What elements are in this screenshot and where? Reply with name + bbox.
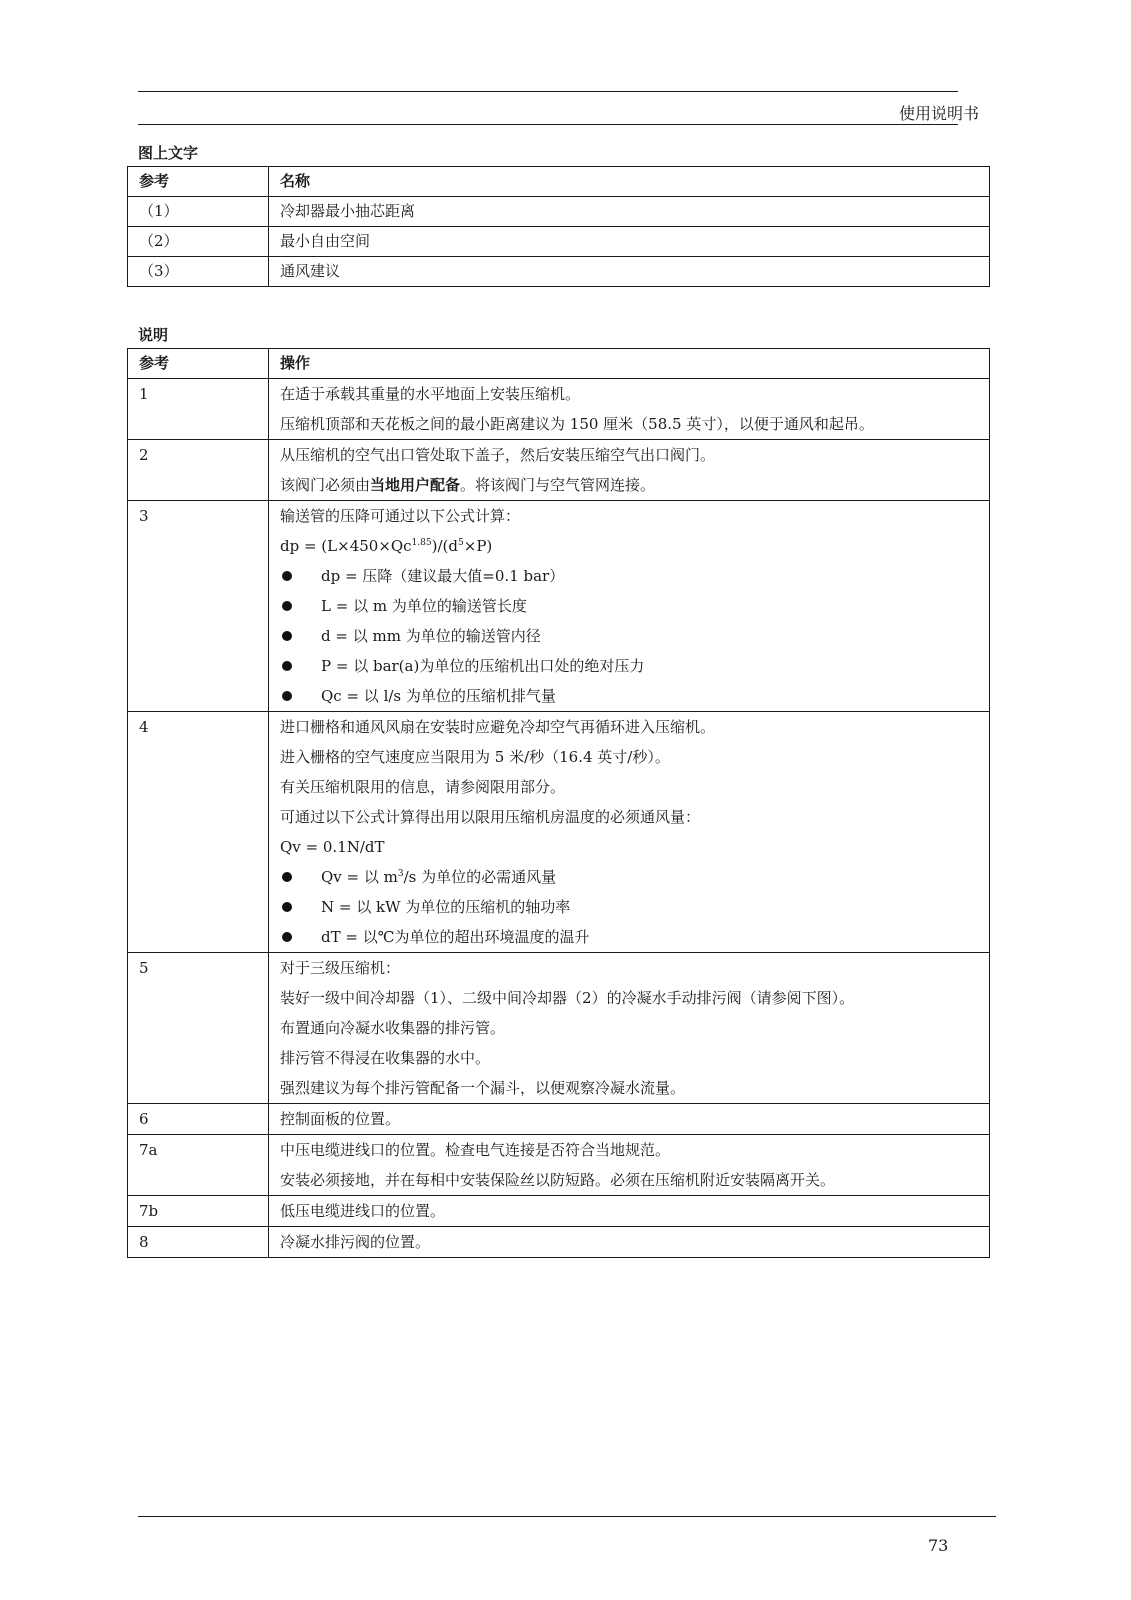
row-ref: 3 [139,507,149,525]
row-text: 冷凝水排污阀的位置。 [280,1233,431,1251]
explanation-title: 说明 [138,326,169,344]
bullet-item [280,681,989,711]
text-segment: 。将该阀门与空气管网连接。 [460,476,656,494]
table-row [128,257,990,287]
row-text: 压缩机顶部和天花板之间的最小距离建议为 150 厘米（58.5 英寸），以便于通风和起吊。 [280,415,874,433]
column-header-ref: 参考 [128,167,269,197]
table-row [128,1227,990,1258]
row-ref: 2 [139,446,149,464]
row-name: 冷却器最小抽芯距离 [269,197,990,227]
row-text: 从压缩机的空气出口管处取下盖子，然后安装压缩空气出口阀门。 [280,446,716,464]
page-number: 73 [928,1536,949,1555]
bullet-item [280,862,989,892]
row-text: 在适于承载其重量的水平地面上安装压缩机。 [280,385,581,403]
row-ref: 7b [139,1202,159,1220]
column-header-ref: 参考 [128,349,269,379]
bullet-icon [282,601,292,611]
bullet-item [280,892,989,922]
row-text: 输送管的压降可通过以下公式计算： [280,507,521,525]
row-ref: 4 [139,718,149,736]
table-row [128,227,990,257]
row-text: 控制面板的位置。 [280,1110,401,1128]
bullet-text: dp = 压降（建议最大值=0.1 bar） [321,567,565,585]
bullet-item [280,651,989,681]
formula [280,531,989,561]
table-row [128,953,990,1104]
row-ref: 1 [139,385,149,403]
bullet-text: Qv = 以 m [321,868,398,886]
footer-rule [138,1516,996,1517]
emphasis-text: 当地用户配备 [370,476,461,494]
row-text: 对于三级压缩机： [280,959,401,977]
bullet-text: P = 以 bar(a)为单位的压缩机出口处的绝对压力 [321,657,645,675]
table-row [128,712,990,953]
unit-exponent: 3 [397,869,404,879]
bullet-icon [282,902,292,912]
bullet-icon [282,691,292,701]
row-text: 中压电缆进线口的位置。检查电气连接是否符合当地规范。 [280,1141,671,1159]
bullet-icon [282,932,292,942]
bullet-item [280,561,989,591]
bullet-item [280,591,989,621]
row-name: 最小自由空间 [269,227,990,257]
table-row [128,1196,990,1227]
row-text: 有关压缩机限用的信息，请参阅限用部分。 [280,778,566,796]
table-row [128,440,990,501]
column-header-operation: 操作 [269,349,990,379]
bullet-icon [282,661,292,671]
bullet-text: N = 以 kW 为单位的压缩机的轴功率 [321,898,571,916]
table-row [128,379,990,440]
row-text: 安装必须接地，并在每相中安装保险丝以防短路。必须在压缩机附近安装隔离开关。 [280,1171,836,1189]
row-ref: （1） [128,197,269,227]
table-row [128,197,990,227]
bullet-item [280,922,989,952]
row-text: 排污管不得浸在收集器的水中。 [280,1049,491,1067]
row-text: 装好一级中间冷却器（1）、二级中间冷却器（2）的冷凝水手动排污阀（请参阅下图）。 [280,989,855,1007]
bullet-text: /s 为单位的必需通风量 [403,868,557,886]
row-ref: 8 [139,1233,149,1251]
formula-exponent: 1.85 [411,538,432,548]
formula: Qv = 0.1N/dT [280,838,385,856]
row-ref: 7a [139,1141,158,1159]
row-text: 布置通向冷凝水收集器的排污管。 [280,1019,506,1037]
table-row [128,1135,990,1196]
table-row [128,1104,990,1135]
bullet-text: d = 以 mm 为单位的输送管内径 [321,627,541,645]
table-row [128,501,990,712]
row-text: 可通过以下公式计算得出用以限用压缩机房温度的必须通风量： [280,808,701,826]
explanation-table [127,348,990,1258]
formula-part: )/(d [431,537,459,555]
row-ref: （3） [128,257,269,287]
table-header-row [128,167,990,197]
row-name: 通风建议 [269,257,990,287]
row-ref: （2） [128,227,269,257]
formula-part: dp = (L×450×Qc [280,537,412,555]
header-bottom-rule [138,124,958,125]
row-text: 低压电缆进线口的位置。 [280,1202,446,1220]
bullet-icon [282,571,292,581]
bullet-icon [282,872,292,882]
header-top-rule [138,91,958,92]
figure-text-table [127,166,990,287]
bullet-text: dT = 以℃为单位的超出环境温度的温升 [321,928,590,946]
formula-part: ×P) [463,537,493,555]
bullet-item [280,621,989,651]
column-header-name: 名称 [269,167,990,197]
text-segment: 该阀门必须由 [280,476,371,494]
row-text: 进入栅格的空气速度应当限用为 5 米/秒（16.4 英寸/秒）。 [280,748,670,766]
bullet-icon [282,631,292,641]
table-header-row [128,349,990,379]
row-text: 进口栅格和通风风扇在安装时应避免冷却空气再循环进入压缩机。 [280,718,716,736]
header-title: 使用说明书 [898,104,979,123]
row-text [280,470,989,500]
bullet-text: Qc = 以 l/s 为单位的压缩机排气量 [321,687,556,705]
figure-text-title: 图上文字 [138,144,199,162]
row-ref: 6 [139,1110,149,1128]
bullet-text: L = 以 m 为单位的输送管长度 [321,597,527,615]
formula-exponent: 5 [458,538,464,548]
row-text: 强烈建议为每个排污管配备一个漏斗，以便观察冷凝水流量。 [280,1079,686,1097]
row-ref: 5 [139,959,149,977]
